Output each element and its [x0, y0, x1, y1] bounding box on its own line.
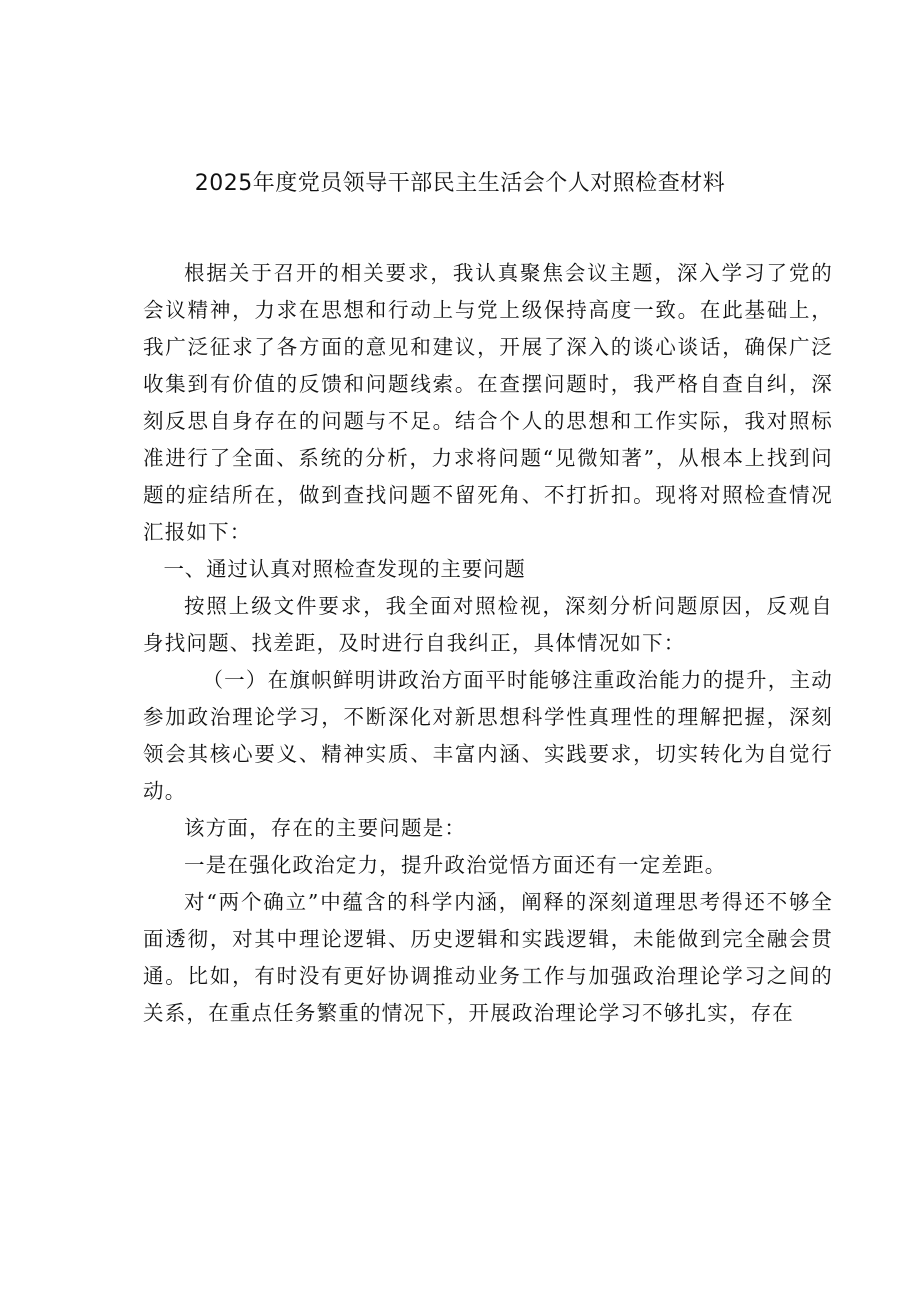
- section-intro-paragraph: 按照上级文件要求，我全面对照检视，深刻分析问题原因，反观自身找问题、找差距，及时进行自我纠正，具体情况如下：: [143, 594, 833, 655]
- section-heading-1: 一、通过认真对照检查发现的主要问题: [163, 557, 526, 581]
- document-body: [143, 255, 833, 1032]
- problems-lead-paragraph: 该方面，存在的主要问题是：: [184, 816, 467, 840]
- problem-1-detail-paragraph: 对“两个确立”中蕴含的科学内涵，阐释的深刻道理思考得还不够全面透彻，对其中理论逻辑、历史逻辑和实践逻辑，未能做到完全融会贯通。比如，有时没有更好协调推动业务工作与加强政治理论学习之间的关系，在重点任务繁重的情况下，开展政治理论学习不够扎实，存在: [143, 890, 833, 1025]
- intro-paragraph: 根据关于召开的相关要求，我认真聚焦会议主题，深入学习了党的会议精神，力求在思想和行动上与党上级保持高度一致。在此基础上，我广泛征求了各方面的意见和建议，开展了深入的谈心谈话，确保广泛收集到有价值的反馈和问题线索。在查摆问题时，我严格自查自纠，深刻反思自身存在的问题与不足。结合个人的思想和工作实际，我对照标准进行了全面、系统的分析，力求将问题“见微知著”，从根本上找到问题的症结所在，做到查找问题不留死角、不打折扣。现将对照检查情况汇报如下：: [143, 261, 833, 544]
- document-title: 2025年度党员领导干部民主生活会个人对照检查材料: [194, 171, 726, 196]
- subsection-1-paragraph: （一）在旗帜鲜明讲政治方面平时能够注重政治能力的提升，主动参加政治理论学习，不断深化对新思想科学性真理性的理解把握，深刻领会其核心要义、精神实质、丰富内涵、实践要求，切实转化为自觉行动。: [143, 668, 833, 803]
- problem-1-paragraph: 一是在强化政治定力，提升政治觉悟方面还有一定差距。: [184, 853, 727, 877]
